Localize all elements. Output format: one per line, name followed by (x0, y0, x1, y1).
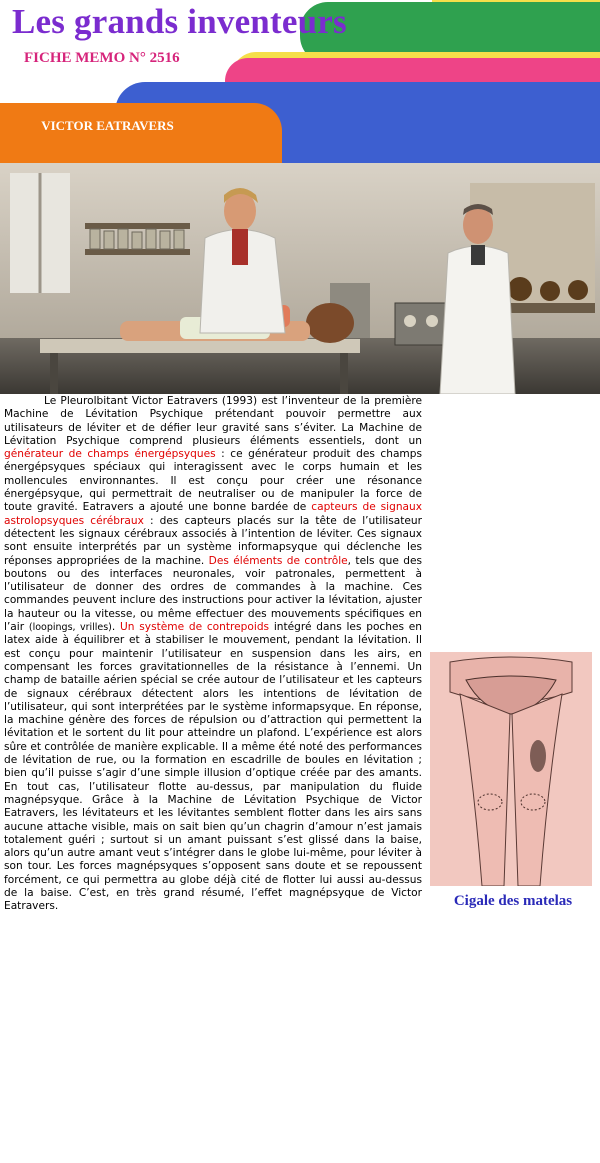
lab-photo (0, 163, 600, 394)
text-segment: Le Pleurolbitant Victor Eatravers (1993) est l’inventeur de la première Machine de Lévitation Psychique prétendant pouvoir permettre aux utilisateurs de léviter et de défier leur gravité sans s’éviter. La Machine de Lévitation Psychique comprend plusieurs éléments essentiels, dont un (4, 395, 422, 447)
author-name: VICTOR EATRAVERS (41, 118, 174, 133)
text-segment: intégré dans les poches en latex aide à équilibrer et à stabiliser le mouvement, pendant la lévitation. Il est conçu pour maintenir l’utilisateur en suspension dans les airs, en compensant les forces gravitationnelles de la résistance à l’ennemi. Un champ de bataille aérien spécial se crée autour de l’utilisateur et les capteurs de signaux cérébraux détectent alors les intentions de lévitation de l’utilisateur, qui sont interprétées par le système informapsyque. En réponse, la machine génère des forces de répulsion ou d’attraction qui permettent la lévitation et le sortent du lit pour atteindre un plafond. L’expérience est alors sûre et contrôlée de manière explicable. Il a même été noté des performances de lévitation de rue, ou la formation en escadrille de boules en lévitation ; bien qu’il puisse s’agir d’une simple illusion d’optique créée par des amants. En tout cas, l’utilisateur flotte au-dessus, par manipulation du fluide magnépsyque. Grâce à la Machine de Lévitation Psychique de Victor Eatravers, les lévitateurs et les lévitantes semblent flotter dans les airs sans aucune attache visible, mais on sait bien qu’un chagrin d’amour n’est jamais totalement guéri ; surtout si un amant puissant s’est glissé dans la baise, alors qu’un autre amant veut s’intégrer dans le globe lui-même, pour léviter à son tour. Les forces magnépsyques s’opposent sans doute et se repoussent forcément, ce qui permettra au globe déjà cité de flotter lui aussi au-dessus de la baise. C’est, en très grand résumé, l’effet magnépsyque de Victor Eatravers. (4, 621, 422, 913)
highlight-controle: Des éléments de contrôle (208, 554, 348, 567)
page-title: Les grands inventeurs (12, 2, 347, 41)
fiche-number: FICHE MEMO N° 2516 (24, 50, 180, 66)
text-segment: . (111, 621, 121, 634)
header-banner (0, 0, 600, 163)
text-small: (loopings, vrilles) (28, 622, 112, 634)
text-segment: : des capteurs placés sur la tête de l’utilisateur détectent les signaux cérébraux associés à l’intention de léviter. Ces signaux sont ensuite interprétés par un système informapsyque qui déclenche les réponses appropriées de la machine. (4, 514, 422, 567)
highlight-contrepoids: Un système de contrepoids (120, 621, 270, 634)
text-segment: , tels que des boutons ou des interfaces neuronales, voir patronales, permettent à l’utilisateur de donner des ordres de commandes à la machine. Ces commandes peuvent inclure des instructions pour activer la lévitation, ajuster la hauteur ou la vitesse, ou même effectuer des mouvements spécifiques en l’air (4, 554, 423, 634)
legs-illustration (430, 652, 592, 886)
illustration-caption: Cigale des matelas (453, 893, 573, 909)
text-segment: : ce générateur produit des champs énergépsyques spéciaux qui interagissent avec le corps humain et les mollencules environnantes. Il est conçu pour créer une résonance énergépsyque, qui permettrait de neutraliser ou de manipuler la force de toute gravité. Eatravers a ajouté une bonne bardée de (4, 448, 422, 514)
highlight-capteurs: capteurs de signaux astrolopsyques cérébraux (4, 501, 423, 527)
highlight-generateur: générateur de champs énergépsyques (4, 448, 216, 461)
